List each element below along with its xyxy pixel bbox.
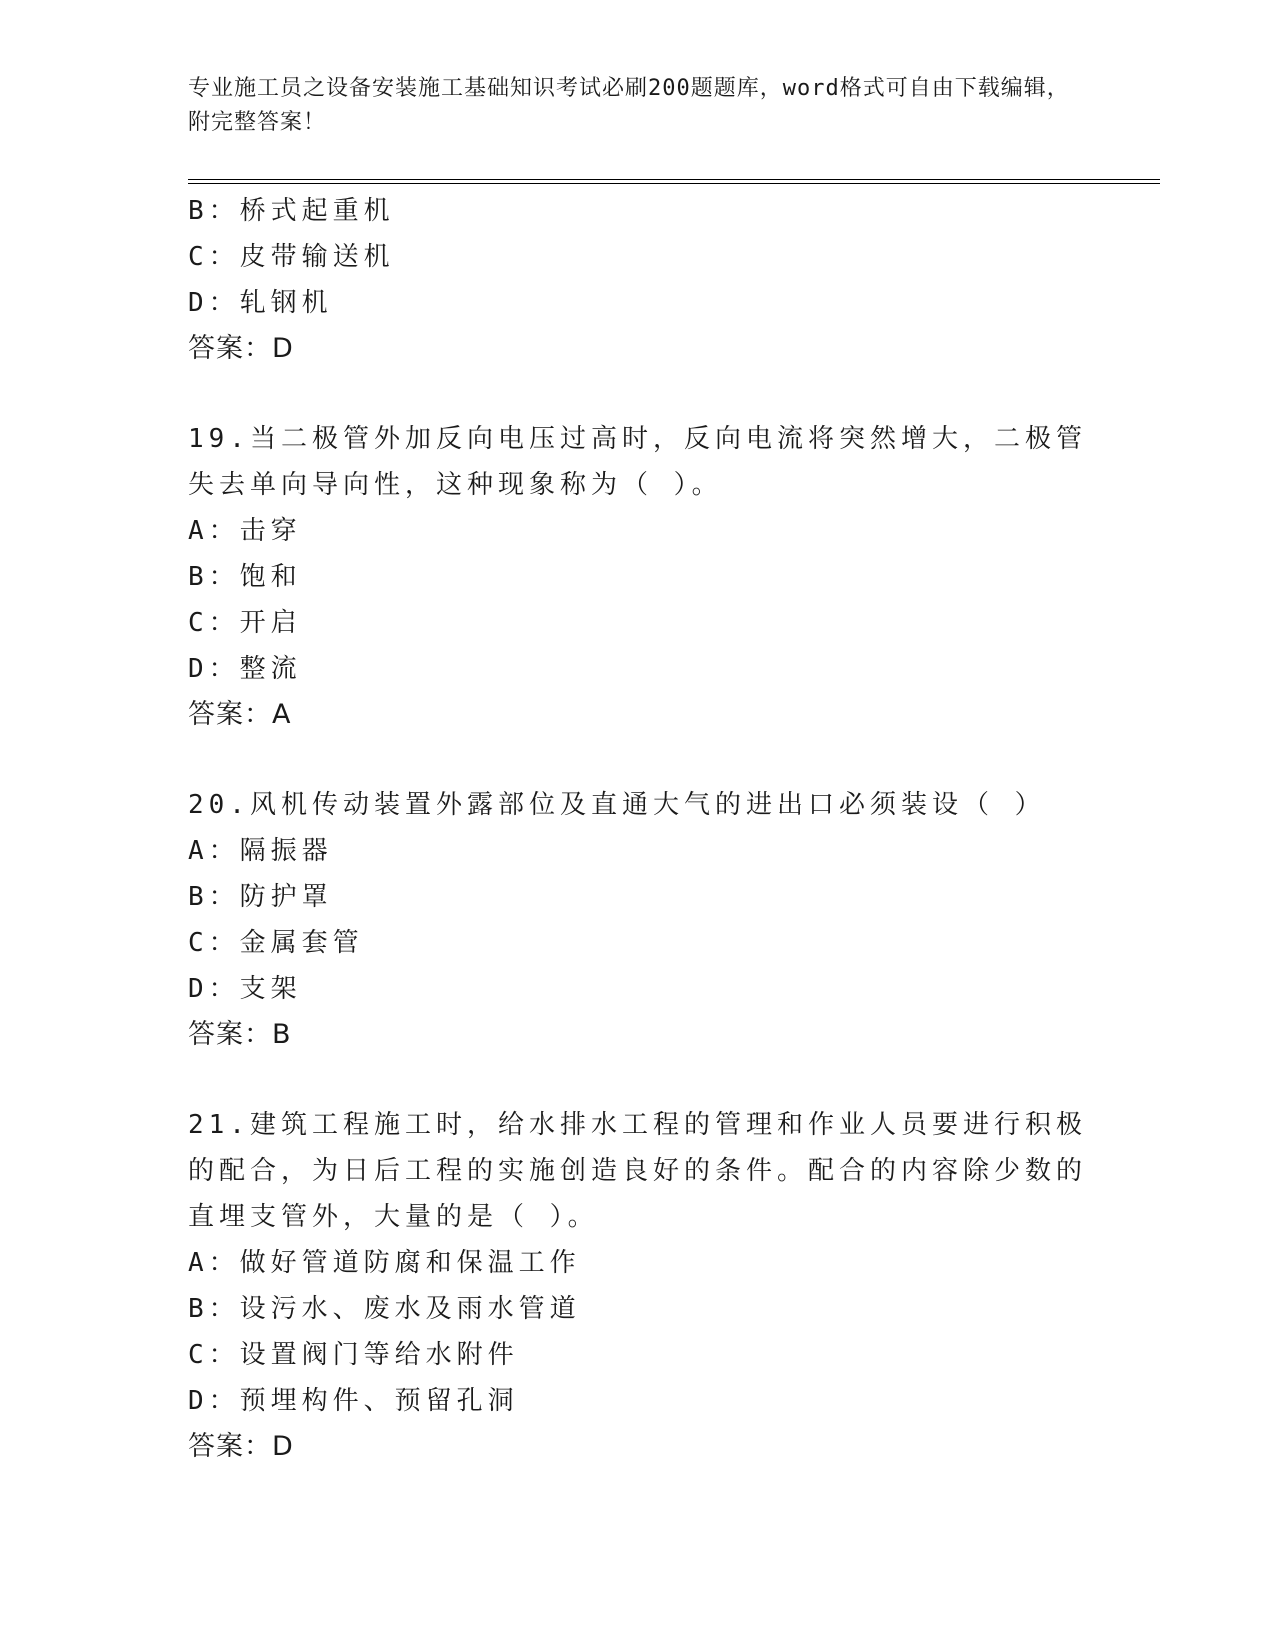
header-divider bbox=[188, 179, 1160, 184]
option-a: A：隔振器 bbox=[188, 836, 333, 866]
option-text: 整流 bbox=[239, 654, 302, 684]
option-b: B：饱和 bbox=[188, 562, 302, 592]
option-d: D：预埋构件、预留孔洞 bbox=[188, 1386, 519, 1416]
option-text: 桥式起重机 bbox=[239, 196, 395, 226]
option-letter: C bbox=[188, 608, 209, 638]
answer-line: 答案：D bbox=[188, 1431, 294, 1462]
option-letter: D bbox=[188, 974, 209, 1004]
option-letter: D bbox=[188, 654, 209, 684]
option-text: 防护罩 bbox=[239, 882, 333, 912]
option-c: C：金属套管 bbox=[188, 928, 364, 958]
option-letter: B bbox=[188, 882, 209, 912]
option-a: A：击穿 bbox=[188, 516, 302, 546]
option-text: 预埋构件、预留孔洞 bbox=[239, 1386, 519, 1416]
option-letter: D bbox=[188, 1386, 209, 1416]
document-body bbox=[188, 188, 1088, 1470]
option-letter: B bbox=[188, 196, 209, 226]
option-text: 金属套管 bbox=[239, 928, 364, 958]
option-text: 轧钢机 bbox=[239, 288, 333, 318]
option-d: D：轧钢机 bbox=[188, 288, 333, 318]
option-c: C：开启 bbox=[188, 608, 302, 638]
option-c: C：皮带输送机 bbox=[188, 242, 395, 272]
option-letter: A bbox=[188, 516, 209, 546]
option-b: B：桥式起重机 bbox=[188, 196, 395, 226]
option-letter: A bbox=[188, 836, 209, 866]
option-text: 击穿 bbox=[239, 516, 302, 546]
option-letter: C bbox=[188, 1340, 209, 1370]
option-b: B：防护罩 bbox=[188, 882, 333, 912]
option-a: A：做好管道防腐和保温工作 bbox=[188, 1248, 581, 1278]
question-block-19 bbox=[188, 416, 1088, 738]
option-b: B：设污水、废水及雨水管道 bbox=[188, 1294, 581, 1324]
option-letter: C bbox=[188, 242, 209, 272]
option-c: C：设置阀门等给水附件 bbox=[188, 1340, 519, 1370]
option-text: 支架 bbox=[239, 974, 302, 1004]
prev-question-block bbox=[188, 188, 1088, 372]
question-block-21 bbox=[188, 1102, 1088, 1470]
option-text: 做好管道防腐和保温工作 bbox=[239, 1248, 581, 1278]
option-text: 开启 bbox=[239, 608, 302, 638]
question-block-20 bbox=[188, 782, 1088, 1058]
option-text: 皮带输送机 bbox=[239, 242, 395, 272]
option-d: D：整流 bbox=[188, 654, 302, 684]
option-letter: A bbox=[188, 1248, 209, 1278]
answer-line: 答案：D bbox=[188, 333, 294, 364]
option-letter: B bbox=[188, 1294, 209, 1324]
option-text: 隔振器 bbox=[239, 836, 333, 866]
option-d: D：支架 bbox=[188, 974, 302, 1004]
answer-line: 答案：A bbox=[188, 699, 292, 730]
question-text: 20.风机传动装置外露部位及直通大气的进出口必须装设（ ） bbox=[188, 790, 1046, 820]
option-letter: D bbox=[188, 288, 209, 318]
question-text: 21.建筑工程施工时，给水排水工程的管理和作业人员要进行积极的配合，为日后工程的实施创造良好的条件。配合的内容除少数的直埋支管外，大量的是（ ）。 bbox=[188, 1110, 1088, 1232]
option-letter: B bbox=[188, 562, 209, 592]
option-text: 饱和 bbox=[239, 562, 302, 592]
option-letter: C bbox=[188, 928, 209, 958]
page-header: 专业施工员之设备安装施工基础知识考试必刷200题题库，word格式可自由下载编辑，附完整答案！ bbox=[188, 76, 1070, 135]
option-text: 设污水、废水及雨水管道 bbox=[239, 1294, 581, 1324]
question-text: 19.当二极管外加反向电压过高时，反向电流将突然增大，二极管失去单向导向性，这种现象称为（ ）。 bbox=[188, 424, 1087, 500]
option-text: 设置阀门等给水附件 bbox=[239, 1340, 519, 1370]
answer-line: 答案：B bbox=[188, 1019, 292, 1050]
